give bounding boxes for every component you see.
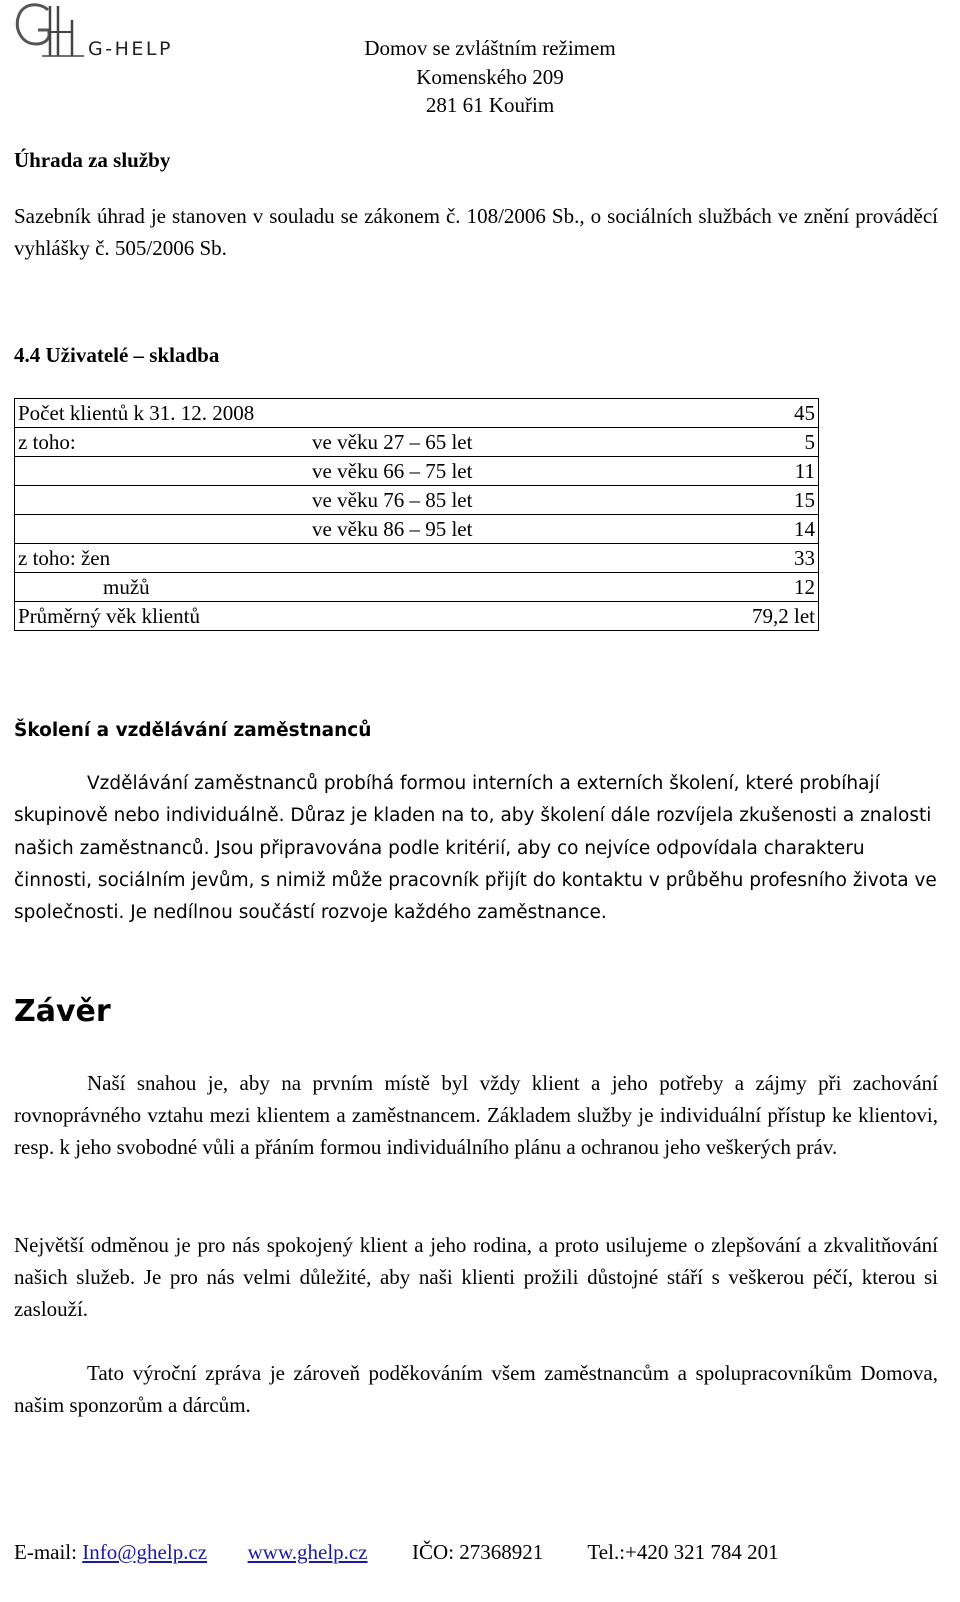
footer-tel: Tel.:+420 321 784 201 xyxy=(587,1540,779,1564)
conclusion-paragraph: Tato výroční zpráva je zároveň poděkováním všem zaměstnancům a spolupracovníkům Domova, našim sponzorům a dárcům. xyxy=(14,1361,938,1417)
section-heading-conclusion: Závěr xyxy=(14,994,111,1029)
table-value: 79,2 let xyxy=(537,602,819,631)
table-row xyxy=(15,544,819,573)
table-cell xyxy=(15,457,310,486)
table-cell: z toho: xyxy=(15,428,310,457)
footer-email-link[interactable]: Info@ghelp.cz xyxy=(82,1540,208,1564)
address-line: 281 61 Kouřim xyxy=(425,93,555,117)
conclusion-paragraph: Největší odměnou je pro nás spokojený klient a jeho rodina, a proto usilujeme o zlepšování a zkvalitňování našich služeb. Je pro nás velmi důležité, aby naši klienti prožili důstojné stáří s veškerou péčí, kterou si zaslouží. xyxy=(14,1233,938,1321)
clients-table xyxy=(14,398,819,631)
table-row xyxy=(15,486,819,515)
table-row xyxy=(15,573,819,602)
table-value: 5 xyxy=(537,428,819,457)
training-paragraph: Vzdělávání zaměstnanců probíhá formou interních a externích školení, které probíhají skupinově nebo individuálně. Důraz je kladen na to, aby školení dále rozvíjela zkušenosti a znalosti našich zaměstnanců. Jsou připravována podle kritérií, aby co nejvíce odpovídala charakteru činnosti, sociálním jevům, s nimiž může pracovník přijít do kontaktu v průběhu profesního života ve společnosti. Je nedílnou součástí rozvoje každého zaměstnance. xyxy=(14,773,937,924)
payment-paragraph: Sazebník úhrad je stanoven v souladu se zákonem č. 108/2006 Sb., o sociálních službách ve znění prováděcí vyhlášky č. 505/2006 Sb. xyxy=(14,204,938,260)
table-value: 15 xyxy=(537,486,819,515)
logo-text: G-HELP xyxy=(88,38,173,60)
footer-email-label: E-mail: xyxy=(14,1540,77,1564)
table-row xyxy=(15,428,819,457)
table-cell: mužů xyxy=(15,573,537,602)
section-heading-payment: Úhrada za služby xyxy=(14,148,171,172)
table-cell: Průměrný věk klientů xyxy=(15,602,537,631)
table-cell xyxy=(15,515,310,544)
table-row xyxy=(15,399,819,428)
footer-web-link[interactable]: www.ghelp.cz xyxy=(247,1540,368,1564)
table-cell: ve věku 27 – 65 let xyxy=(309,428,537,457)
address-block xyxy=(320,34,660,120)
section-heading-users: 4.4 Uživatelé – skladba xyxy=(14,343,220,367)
address-line: Domov se zvláštním režimem xyxy=(364,36,616,60)
table-cell: Počet klientů k 31. 12. 2008 xyxy=(15,399,537,428)
table-cell: ve věku 76 – 85 let xyxy=(309,486,537,515)
address-line: Komenského 209 xyxy=(416,64,564,89)
footer xyxy=(14,1540,954,1565)
section-heading-training: Školení a vzdělávání zaměstnanců xyxy=(14,720,372,741)
table-row xyxy=(15,602,819,631)
table-value: 45 xyxy=(537,399,819,428)
table-cell: ve věku 66 – 75 let xyxy=(309,457,537,486)
conclusion-paragraph: Naší snahou je, aby na prvním místě byl vždy klient a jeho potřeby a zájmy při zachování rovnoprávného vztahu mezi klientem a zaměstnancem. Základem služby je individuální přístup ke klientovi, resp. k jeho svobodné vůli a přáním formou individuálního plánu a ochranou jeho veškerých práv. xyxy=(14,1071,938,1159)
table-value: 14 xyxy=(537,515,819,544)
table-row xyxy=(15,515,819,544)
table-cell: z toho: žen xyxy=(15,544,537,573)
table-cell: ve věku 86 – 95 let xyxy=(309,515,537,544)
table-value: 11 xyxy=(537,457,819,486)
footer-ico: IČO: 27368921 xyxy=(412,1540,544,1564)
table-cell xyxy=(15,486,310,515)
table-value: 33 xyxy=(537,544,819,573)
company-logo xyxy=(14,0,214,64)
table-row xyxy=(15,457,819,486)
table-value: 12 xyxy=(537,573,819,602)
